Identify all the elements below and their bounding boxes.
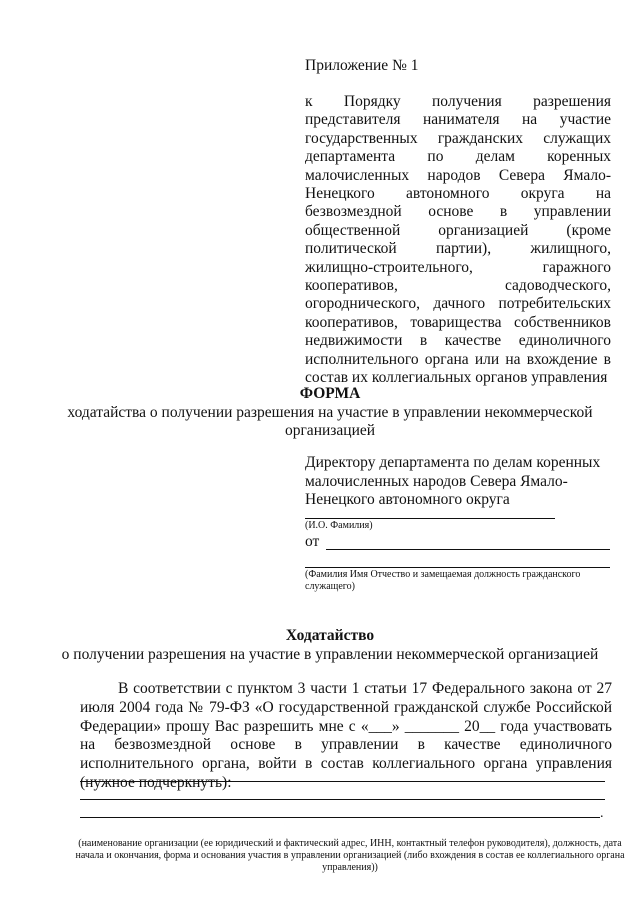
- fill-line-2: [80, 799, 605, 800]
- fill-line-3: [80, 817, 600, 818]
- addressee-block: Директору департамента по делам коренных малочисленных народов Севера Ямало-Ненецкого автономного округа: [305, 454, 601, 509]
- appendix-intro: к Порядку получения разрешения представителя нанимателя на участие государственных гражданских служащих департамента по делам коренных малочисленных народов Севера Ямало-Ненецкого автономного округа на безвозмездной основе в управлении общественной организацией (кроме политической партии), жилищного, жилищно-строительного, гаражного кооперативов, садоводческого, огороднического, дачного потребительских кооперативов, товарищества собственников недвижимости в качестве единоличного исполнительного органа или на вхождение в состав их коллегиальных органов управления: [305, 93, 611, 387]
- petition-title: Ходатайство: [285, 627, 375, 644]
- fio-label: (И.О. Фамилия): [305, 520, 373, 531]
- fio-line: [305, 518, 555, 519]
- fill-line-1: [80, 781, 605, 782]
- appendix-number: Приложение № 1: [305, 57, 419, 74]
- form-subtitle: ходатайства о получении разрешения на участие в управлении некоммерческой организацией: [67, 404, 593, 439]
- petition-subtitle: о получении разрешения на участие в управлении некоммерческой организацией: [61, 646, 599, 663]
- form-title: ФОРМА: [299, 385, 361, 402]
- from-label: от: [305, 533, 320, 550]
- end-dot: .: [600, 806, 604, 821]
- petition-body: В соответствии с пунктом 3 части 1 статьи 17 Федерального закона от 27 июля 2004 года № 79-ФЗ «О государственной гражданской службе Российской Федерации» прошу Вас разрешить мне с «___» _______ 20__ года участвовать на безвозмездной основе в управлении в качестве единоличного исполнительного органа, войти в состав коллегиального органа управления (нужное подчеркнуть):: [80, 680, 612, 791]
- organization-footnote: (наименование организации (ее юридический и фактический адрес, ИНН, контактный телефон руководителя), должность, дата начала и окончания, форма и основания участия в управлении организацией (либо вхождения в состав ее коллегиального органа управления)): [75, 838, 625, 874]
- from-line: [326, 549, 610, 550]
- from-hint: (Фамилия Имя Отчество и замещаемая должность гражданского служащего): [305, 569, 581, 592]
- from-line-2: [305, 567, 610, 568]
